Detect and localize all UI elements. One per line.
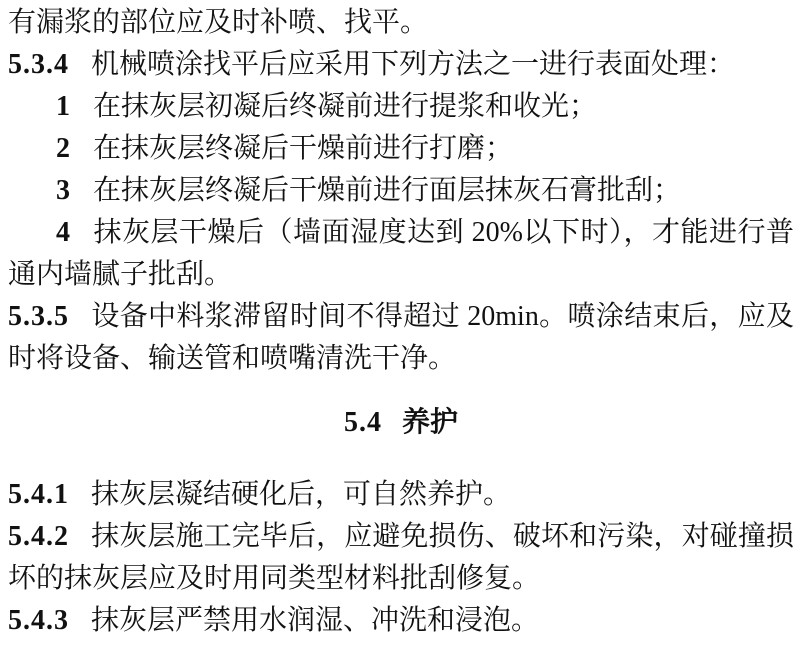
- paragraph-text: 抹灰层凝结硬化后，可自然养护。: [91, 479, 512, 510]
- paragraph-text: 在抹灰层终凝后干燥前进行面层抹灰石膏批刮；: [93, 175, 682, 206]
- clause-number: 5.4.1: [8, 479, 69, 510]
- paragraph-text: 设备中料浆滞留时间不得超过 20min。喷涂结束后，应及时将设备、输送管和喷嘴清洗干净。: [8, 301, 794, 374]
- document-body: [8, 2, 794, 642]
- paragraph-text: 机械喷涂找平后应采用下列方法之一进行表面处理：: [91, 49, 736, 80]
- clause-paragraph: [8, 516, 794, 600]
- clause-number: 5.4.2: [8, 521, 69, 552]
- list-item-paragraph: [8, 212, 794, 296]
- clause-number: 5.3.5: [8, 301, 69, 332]
- item-number: 3: [56, 175, 71, 206]
- clause-paragraph: [8, 600, 794, 642]
- clause-number: 5.4.3: [8, 605, 69, 636]
- continuation-paragraph: [8, 2, 794, 44]
- paragraph-text: 抹灰层严禁用水润湿、冲洗和浸泡。: [91, 605, 540, 636]
- paragraph-text: 抹灰层干燥后（墙面湿度达到 20%以下时），才能进行普通内墙腻子批刮。: [8, 217, 794, 290]
- clause-paragraph: [8, 44, 794, 86]
- paragraph-text: 抹灰层施工完毕后，应避免损伤、破坏和污染，对碰撞损坏的抹灰层应及时用同类型材料批刮修复。: [8, 521, 794, 594]
- clause-paragraph: [8, 474, 794, 516]
- list-item-paragraph: [8, 170, 794, 212]
- section-heading-number: 5.4: [343, 407, 382, 438]
- item-number: 2: [56, 133, 71, 164]
- item-number: 4: [56, 217, 71, 248]
- list-item-paragraph: [8, 128, 794, 170]
- clause-number: 5.3.4: [8, 49, 69, 80]
- item-number: 1: [56, 91, 71, 122]
- paragraph-text: 有漏浆的部位应及时补喷、找平。: [8, 7, 429, 38]
- paragraph-text: 在抹灰层终凝后干燥前进行打磨；: [93, 133, 514, 164]
- clause-paragraph: [8, 296, 794, 380]
- section-heading-title: 养护: [401, 407, 458, 438]
- list-item-paragraph: [8, 86, 794, 128]
- section-heading: [8, 402, 794, 444]
- paragraph-text: 在抹灰层初凝后终凝前进行提浆和收光；: [93, 91, 598, 122]
